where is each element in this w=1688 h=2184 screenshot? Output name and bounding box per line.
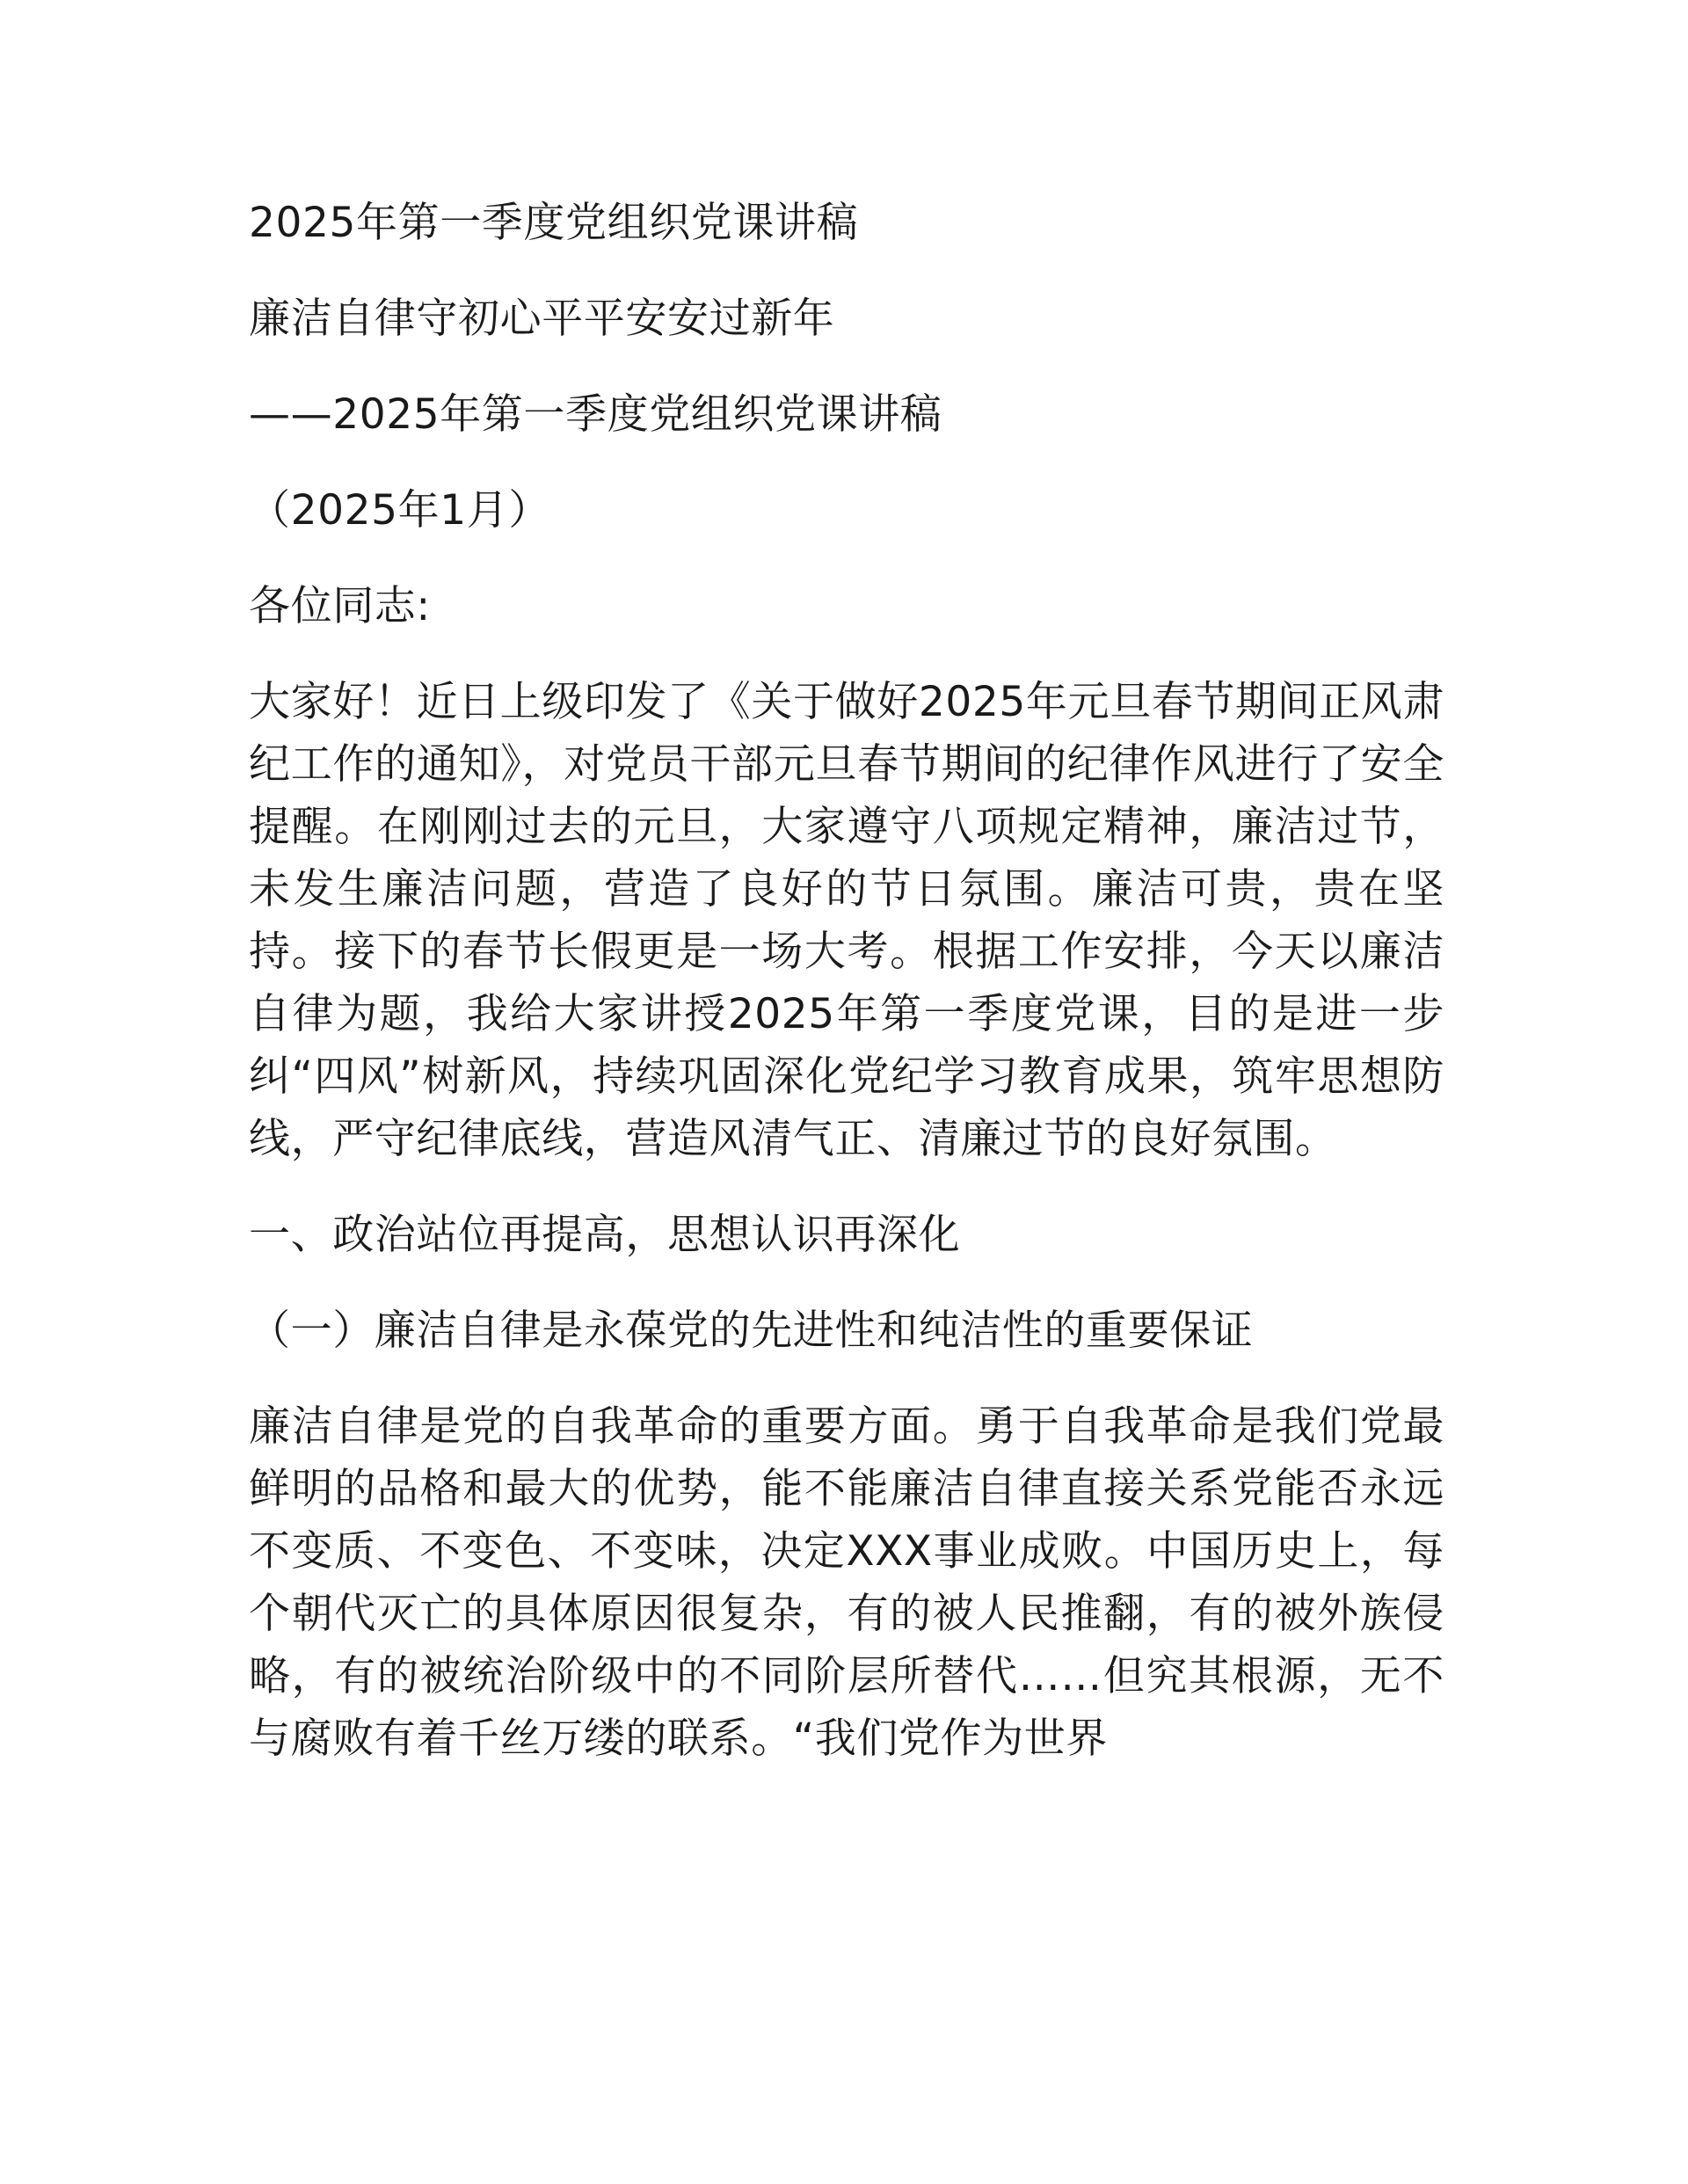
document-body xyxy=(249,192,1444,1803)
document-subtitle: ——2025年第一季度党组织党课讲稿 xyxy=(249,390,942,439)
intro-paragraph: 大家好！近日上级印发了《关于做好2025年元旦春节期间正风肃纪工作的通知》，对党员干部元旦春节期间的纪律作风进行了安全提醒。在刚刚过去的元旦，大家遵守八项规定精神，廉洁过节，未发生廉洁问题，营造了良好的节日氛围。廉洁可贵，贵在坚持。接下的春节长假更是一场大考。根据工作安排，今天以廉洁自律为题，我给大家讲授2025年第一季度党课，目的是进一步纠“四风”树新风，持续巩固深化党纪学习教育成果，筑牢思想防线，严守纪律底线，营造风清气正、清廉过节的良好氛围。 xyxy=(249,678,1444,1163)
date-line: （2025年1月） xyxy=(249,486,550,535)
subsection-1-heading: （一）廉洁自律是永葆党的先进性和纯洁性的重要保证 xyxy=(249,1307,1254,1355)
document-title: 廉洁自律守初心平平安安过新年 xyxy=(249,295,835,343)
heading-line: 2025年第一季度党组织党课讲稿 xyxy=(249,199,859,247)
salutation: 各位同志: xyxy=(249,582,431,630)
section-1-heading: 一、政治站位再提高，思想认识再深化 xyxy=(249,1211,961,1259)
subsection-1-paragraph: 廉洁自律是党的自我革命的重要方面。勇于自我革命是我们党最鲜明的品格和最大的优势，能不能廉洁自律直接关系党能否永远不变质、不变色、不变味，决定XXX事业成败。中国历史上，每个朝代灭亡的具体原因很复杂，有的被人民推翻，有的被外族侵略，有的被统治阶级中的不同阶层所替代……但究其根源，无不与腐败有着千丝万缕的联系。“我们党作为世界 xyxy=(249,1402,1444,1763)
